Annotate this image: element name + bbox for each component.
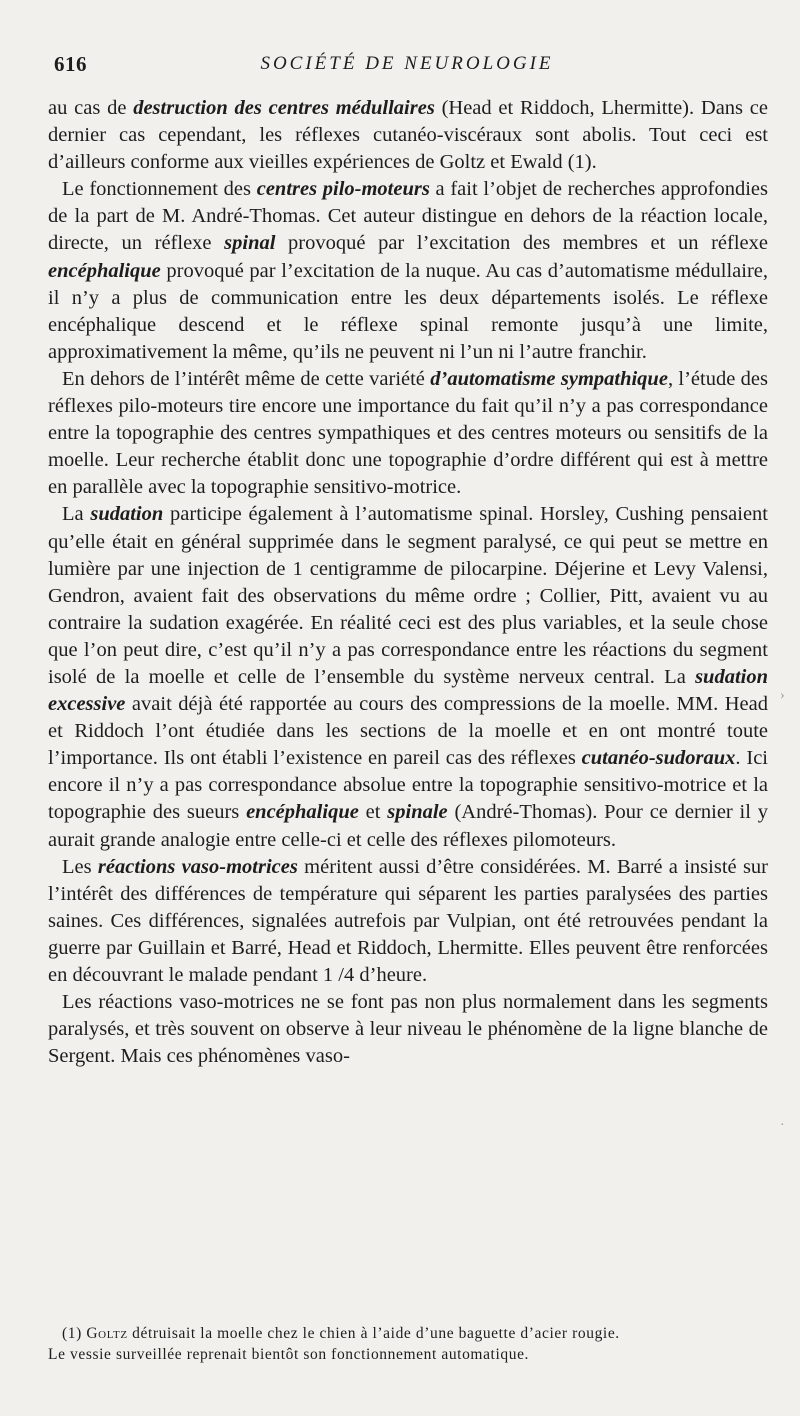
emphasis-text: d’automatisme sympathique [430, 367, 668, 390]
body-text [48, 95, 768, 1070]
paragraph-sudation: La sudation participe également à l’automatisme spinal. Horsley, Cushing pensaient qu’elle était en général supprimée dans le segment paralysé, ce qui peut se mettre en lumière par une injection de 1 centigramme de pilocarpine. Déjerine et Levy Valensi, Gendron, avaient fait des observations du même ordre ; Collier, Pitt, avaient vu au contraire la sudation exagérée. En réalité ceci est des plus variables, et la seule chose que l’on peut dire, c’est qu’il n’y a pas correspondance entre les réactions du segment isolé de la moelle et celle de l’ensemble du système nerveux central. La sudation excessive avait déjà été rapportée au cours des compressions de la moelle. MM. Head et Riddoch l’ont étudiée dans les sections de la moelle et en ont montré toute l’importance. Ils ont établi l’existence en pareil cas des réflexes cutanéo-sudoraux. Ici encore il n’y a pas correspondance absolue entre la topographie sensitivo-motrice et la topographie des sueurs encéphalique et spinale (André-Thomas). Pour ce dernier il y aurait grande analogie entre celle-ci et celle des réflexes pilomoteurs. [48, 503, 769, 851]
emphasis-text: destruction des centres médullaires [133, 97, 435, 119]
footnote-line: Le vessie surveillée reprenait bientôt son fonctionnement automatique. [48, 1346, 530, 1363]
emphasis-text: spinal [224, 232, 276, 255]
page-header [54, 52, 760, 82]
page-number: 616 [54, 52, 87, 76]
footnote [48, 1323, 768, 1365]
emphasis-text: encéphalique [48, 259, 161, 282]
paragraph-reactions-vaso-motrices: Les réactions vaso-motrices méritent aussi d’être considérées. M. Barré a insisté sur l’intérêt des différences de température qui séparent les parties paralysées des parties saines. Ces différences, signalées autrefois par Vulpian, ont été retrouvées pendant la guerre par Guillain et Barré, Head et Riddoch, Lhermitte. Elles peuvent être renforcées en découvrant le malade pendant 1 /4 d’heure. [48, 855, 768, 986]
margin-mark: › [780, 688, 785, 703]
emphasis-text: centres pilo-moteurs [256, 178, 430, 201]
emphasis-text: encéphalique [246, 801, 359, 824]
running-title: SOCIÉTÉ DE NEUROLOGIE [260, 53, 554, 74]
footnote-author: Goltz [86, 1325, 128, 1342]
paragraph-destruction-centres: au cas de destruction des centres médullaires (Head et Riddoch, Lhermitte). Dans ce dernier cas cependant, les réflexes cutanéo-viscéraux sont abolis. Tout ceci est d’ailleurs conforme aux vieilles expériences de Goltz et Ewald (1). [48, 97, 769, 174]
emphasis-text: sudation excessive [48, 665, 768, 716]
margin-mark: · [780, 1118, 785, 1133]
emphasis-text: réactions vaso-motrices [97, 855, 298, 878]
paragraph-automatisme-sympathique: En dehors de l’intérêt même de cette variété d’automatisme sympathique, l’étude des réflexes pilo-moteurs tire encore une importance du fait qu’il n’y a pas correspondance entre la topographie des centres sympathiques et des centres moteurs ou sensitifs de la moelle. Leur recherche établit donc une topographie d’ordre différent qui est à mettre en parallèle avec la topographie sensitivo-motrice. [48, 367, 768, 499]
emphasis-text: spinale [387, 801, 448, 824]
footnote-line: (1) Goltz détruisait la moelle chez le chien à l’aide d’une baguette d’acier rougie. [62, 1325, 620, 1342]
paragraph-centres-pilo-moteurs: Le fonctionnement des centres pilo-moteurs a fait l’objet de recherches approfondies de la part de M. André-Thomas. Cet auteur distingue en dehors de la réaction locale, directe, un réflexe spinal provoqué par l’excitation des membres et un réflexe encéphalique provoqué par l’excitation de la nuque. Au cas d’automatisme médullaire, il n’y a plus de communication entre les deux départements isolés. Le réflexe encéphalique descend et le réflexe spinal remonte jusqu’à une limite, approximativement la même, qu’ils ne peuvent ni l’un ni l’autre franchir. [48, 178, 768, 363]
paragraph-ligne-blanche: Les réactions vaso-motrices ne se font pas non plus normalement dans les segments paralysés, et très souvent on observe à leur niveau le phénomène de la ligne blanche de Sergent. Mais ces phénomènes vaso- [48, 991, 768, 1068]
emphasis-text: sudation [90, 503, 164, 526]
emphasis-text: cutanéo-sudoraux [581, 747, 736, 770]
